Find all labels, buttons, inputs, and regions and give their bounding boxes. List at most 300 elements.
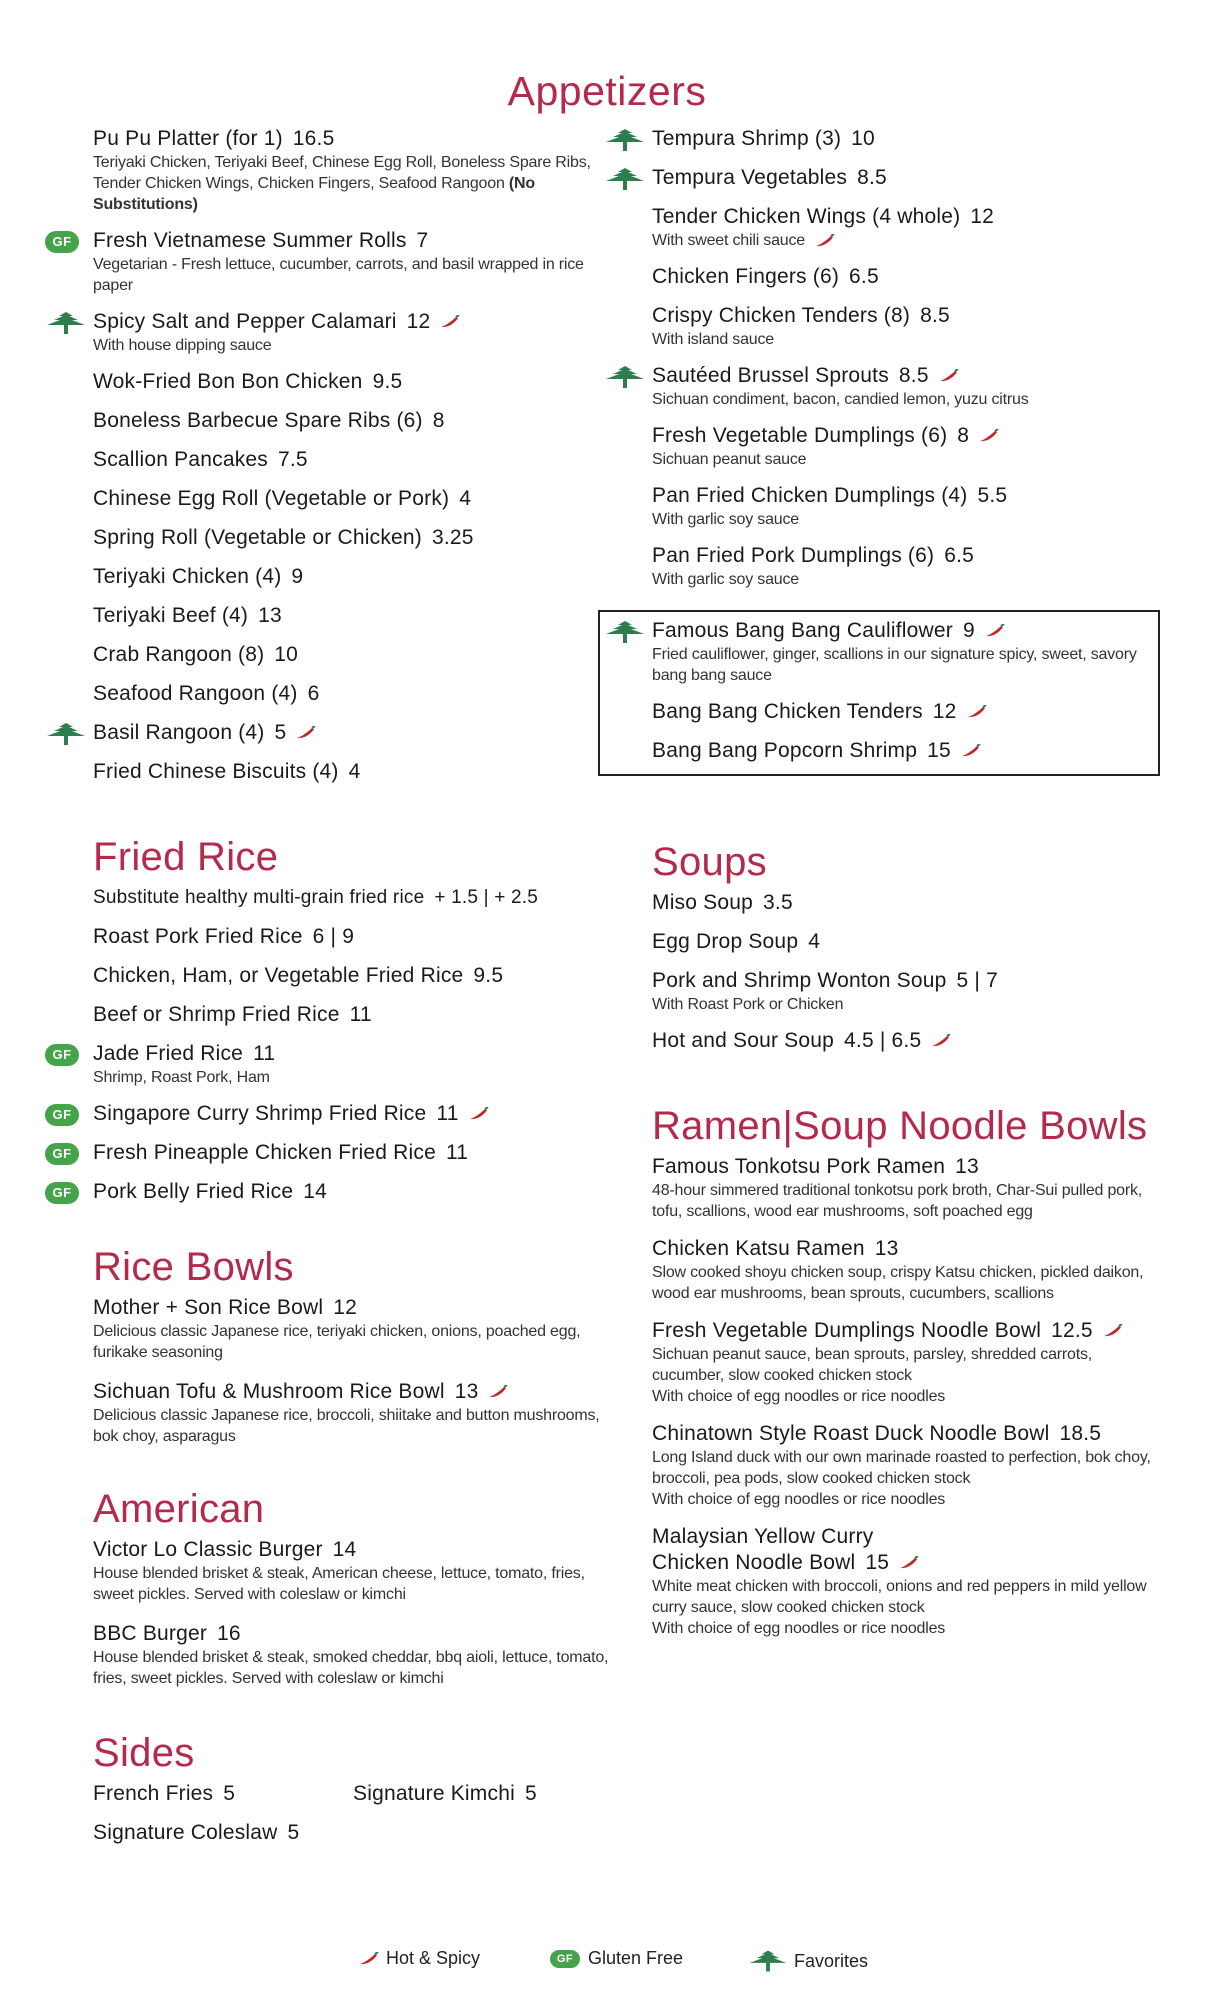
- item-name-line: [93, 564, 613, 590]
- hot-pepper-icon: [358, 1952, 380, 1966]
- item-name: Famous Tonkotsu Pork Ramen: [652, 1155, 946, 1178]
- rice-bowls-list: [93, 1295, 613, 1447]
- item-name-line: [93, 486, 613, 512]
- item-description-text: With garlic soy sauce: [652, 571, 799, 588]
- soups-list: [652, 890, 1152, 1054]
- item-name: Seafood Rangoon (4): [93, 682, 298, 705]
- item-price: 4: [459, 487, 472, 510]
- item-name: BBC Burger: [93, 1622, 208, 1645]
- menu-item: [652, 126, 1152, 152]
- item-name-line: [93, 228, 613, 254]
- item-name-line: [652, 126, 1152, 152]
- item-name-line: [93, 1781, 353, 1807]
- menu-item: [52, 1101, 613, 1127]
- american-section: [93, 1487, 613, 1689]
- legend-fav: [748, 1948, 868, 1974]
- menu-item: [93, 1002, 613, 1028]
- item-name: Miso Soup: [652, 891, 754, 914]
- item-name-line: [652, 1524, 1152, 1576]
- item-name-line: [93, 1101, 613, 1127]
- hot-pepper-icon: [468, 1107, 490, 1121]
- item-description-text: With garlic soy sauce: [652, 511, 799, 528]
- menu-item: [93, 486, 613, 512]
- menu-item: [652, 543, 1152, 590]
- item-name-line: [652, 165, 1152, 191]
- menu-item: [652, 204, 1152, 251]
- hot-pepper-icon: [487, 1385, 509, 1399]
- item-description-note: (No Substitutions): [93, 175, 535, 213]
- legend-fav-label: Favorites: [794, 1950, 869, 1971]
- gluten-free-badge: [45, 1143, 79, 1165]
- item-name-line: [93, 369, 613, 395]
- item-description: [652, 329, 1152, 350]
- right-lower-column: [652, 840, 1152, 1653]
- item-description: [652, 1447, 1152, 1489]
- favorite-tree-icon: [748, 1948, 788, 1974]
- item-price: 10: [851, 127, 875, 150]
- item-description: [652, 1344, 1152, 1386]
- item-name-line: [93, 309, 613, 335]
- item-price: 16: [217, 1622, 241, 1645]
- appetizers-left: [52, 126, 613, 785]
- item-name-line: [93, 1179, 613, 1205]
- item-name: Fresh Vegetable Dumplings (6): [652, 424, 948, 447]
- item-price: 5: [524, 1782, 537, 1805]
- item-name: Pork and Shrimp Wonton Soup: [652, 969, 947, 992]
- menu-item: [353, 1781, 613, 1807]
- menu-item: [93, 1820, 613, 1846]
- hot-pepper-icon: [978, 429, 1000, 443]
- fried-rice-list: [52, 885, 613, 1205]
- gluten-free-badge-text: GF: [52, 1185, 72, 1200]
- item-name-line: [93, 1295, 613, 1321]
- american-title: American: [93, 1487, 265, 1531]
- item-name-line: [93, 642, 613, 668]
- item-name-line: [652, 1154, 1152, 1180]
- gluten-free-badge-text: GF: [52, 1107, 72, 1122]
- item-price: 3.25: [431, 526, 474, 549]
- menu-item: [93, 963, 613, 989]
- menu-item: [652, 483, 1152, 530]
- item-description-choice: With choice of egg noodles or rice noodles: [652, 1620, 946, 1637]
- menu-item: [652, 618, 1152, 686]
- item-price: 11: [436, 1102, 459, 1125]
- item-name: Fresh Pineapple Chicken Fried Rice: [93, 1141, 436, 1164]
- item-description-text: Shrimp, Roast Pork, Ham: [93, 1069, 270, 1086]
- hot-pepper-icon: [984, 624, 1006, 638]
- item-description: [652, 230, 1152, 251]
- item-price: 15: [865, 1551, 890, 1574]
- menu-item: [93, 603, 613, 629]
- item-price: 15: [927, 739, 951, 762]
- menu-item: [652, 1028, 1152, 1054]
- item-name-line: [93, 759, 613, 785]
- favorite-tree-icon: [45, 721, 87, 747]
- item-price: 11: [349, 1003, 372, 1026]
- item-price: 8.5: [920, 304, 950, 327]
- favorite-tree-icon: [604, 166, 646, 192]
- item-name: Signature Coleslaw: [93, 1821, 278, 1844]
- item-name: French Fries: [93, 1782, 214, 1805]
- item-description-text: Slow cooked shoyu chicken soup, crispy Katsu chicken, pickled daikon, wood ear mushrooms, bean sprouts, cucumbers, scallions: [652, 1264, 1144, 1302]
- item-price: 6 | 9: [312, 925, 355, 948]
- item-name: Boneless Barbecue Spare Ribs (6): [93, 409, 423, 432]
- item-name-line: [93, 1041, 613, 1067]
- item-name: Hot and Sour Soup: [652, 1029, 835, 1052]
- item-price: 6.5: [849, 265, 879, 288]
- ramen-title: Ramen|Soup Noodle Bowls: [652, 1104, 1148, 1148]
- item-description: [93, 1563, 613, 1605]
- item-price: 6.5: [944, 544, 974, 567]
- item-price: 5: [274, 721, 287, 744]
- hot-pepper-icon: [898, 1556, 920, 1570]
- sides-row: [93, 1820, 613, 1846]
- sides-section: [93, 1731, 613, 1846]
- item-name-line: [652, 968, 1152, 994]
- item-description-text: With Roast Pork or Chicken: [652, 996, 844, 1013]
- item-name: Teriyaki Chicken (4): [93, 565, 282, 588]
- item-price: 6: [307, 682, 320, 705]
- item-price: 13: [874, 1237, 899, 1260]
- menu-item: [93, 1537, 613, 1605]
- item-price: 11: [445, 1141, 469, 1164]
- favorite-tree-icon: [604, 127, 646, 153]
- menu-item: [652, 1421, 1152, 1510]
- item-name-line: [93, 1537, 613, 1563]
- menu-item: [93, 681, 613, 707]
- item-name-line: [652, 890, 1152, 916]
- item-price: 10: [274, 643, 299, 666]
- item-description-text: Sichuan peanut sauce, bean sprouts, parsley, shredded carrots, cucumber, slow cooked chicken stock: [652, 1346, 1093, 1384]
- item-name: Jade Fried Rice: [93, 1042, 244, 1065]
- menu-item: [652, 968, 1152, 1015]
- item-name-line: [93, 963, 613, 989]
- legend: [0, 1948, 1214, 1978]
- item-name-line: [93, 408, 613, 434]
- item-name: Malaysian Yellow Curry: [652, 1525, 874, 1548]
- item-price: 12: [333, 1296, 358, 1319]
- item-name: Spring Roll (Vegetable or Chicken): [93, 526, 422, 549]
- item-description-text: 48-hour simmered traditional tonkotsu pork broth, Char-Sui pulled pork, tofu, scallions, wood ear mushrooms, soft poached egg: [652, 1182, 1143, 1220]
- item-price: 13: [955, 1155, 979, 1178]
- item-name-line: [652, 264, 1152, 290]
- item-price: 8: [957, 424, 970, 447]
- item-name: Tender Chicken Wings (4 whole): [652, 205, 961, 228]
- item-name: Bang Bang Popcorn Shrimp: [652, 739, 918, 762]
- item-description: [93, 254, 613, 296]
- item-price: 7.5: [278, 448, 308, 471]
- item-description-text: Long Island duck with our own marinade roasted to perfection, bok choy, broccoli, pea pods, slow cooked chicken stock: [652, 1449, 1151, 1487]
- item-price: 12: [406, 310, 431, 333]
- menu-item: [93, 759, 613, 785]
- menu-item: [652, 699, 1152, 725]
- item-price: 5: [223, 1782, 236, 1805]
- item-description: [652, 449, 1152, 470]
- item-name: Signature Kimchi: [353, 1782, 515, 1805]
- item-name: Sichuan Tofu & Mushroom Rice Bowl: [93, 1380, 445, 1403]
- menu-item: [652, 423, 1152, 470]
- item-description: [652, 994, 1152, 1015]
- item-name-line: [93, 1379, 613, 1405]
- item-price: 9.5: [473, 964, 504, 987]
- item-name: Teriyaki Beef (4): [93, 604, 249, 627]
- item-price: 8: [432, 409, 445, 432]
- item-description-text: House blended brisket & steak, American cheese, lettuce, tomato, fries, sweet pickles. Served with coleslaw or kimchi: [93, 1565, 585, 1603]
- right-column: [652, 126, 1152, 603]
- item-name-line: [652, 1028, 1152, 1054]
- bang-bang-list-wrap: [652, 618, 1152, 777]
- appetizers-right: [652, 126, 1152, 590]
- item-name-line: [353, 1781, 613, 1807]
- favorite-tree-icon: [45, 310, 87, 336]
- item-description-text: With island sauce: [652, 331, 774, 348]
- gluten-free-icon: [45, 1180, 87, 1206]
- item-name-line: [93, 681, 613, 707]
- legend-gf: [550, 1948, 683, 1969]
- item-name: Chinese Egg Roll (Vegetable or Pork): [93, 487, 450, 510]
- item-price: 18.5: [1059, 1422, 1102, 1445]
- item-price: 7: [416, 229, 429, 252]
- item-name: Crispy Chicken Tenders (8): [652, 304, 911, 327]
- gluten-free-icon: [45, 1141, 87, 1167]
- item-name: Wok-Fried Bon Bon Chicken: [93, 370, 363, 393]
- gluten-free-icon: [45, 229, 87, 255]
- item-description: [652, 509, 1152, 530]
- item-name-line: [93, 1140, 613, 1166]
- item-price: + 1.5 | + 2.5: [434, 887, 539, 908]
- item-name: Pork Belly Fried Rice: [93, 1180, 294, 1203]
- item-name: Chicken, Ham, or Vegetable Fried Rice: [93, 964, 464, 987]
- item-name-line: [652, 618, 1152, 644]
- item-name-line: [652, 1318, 1152, 1344]
- item-name: Pan Fried Pork Dumplings (6): [652, 544, 935, 567]
- item-description-text: Fried cauliflower, ginger, scallions in our signature spicy, sweet, savory bang bang sauce: [652, 646, 1137, 684]
- item-price: 5.5: [977, 484, 1008, 507]
- menu-item: [93, 525, 613, 551]
- item-price: 3.5: [763, 891, 793, 914]
- item-description-choice: With choice of egg noodles or rice noodles: [652, 1491, 946, 1508]
- item-name: Spicy Salt and Pepper Calamari: [93, 310, 397, 333]
- item-name-line: [93, 885, 613, 911]
- item-name-line: [652, 543, 1152, 569]
- menu-item: [93, 1379, 613, 1447]
- item-name-line: [93, 720, 613, 746]
- ramen-section: [652, 1104, 1152, 1639]
- item-description: [652, 389, 1152, 410]
- item-price: 12: [970, 205, 995, 228]
- appetizers-title: Appetizers: [507, 68, 707, 114]
- ramen-list: [652, 1154, 1152, 1639]
- item-price: 9: [962, 619, 975, 642]
- item-price: 4: [348, 760, 361, 783]
- hot-pepper-icon: [295, 726, 317, 740]
- menu-item: [52, 1140, 613, 1166]
- menu-item: [93, 564, 613, 590]
- item-description: [93, 1405, 613, 1447]
- item-name-line: [652, 363, 1152, 389]
- item-name: Pu Pu Platter (for 1): [93, 127, 283, 150]
- item-price: 11: [253, 1042, 276, 1065]
- fried-rice-section: [52, 835, 613, 1205]
- gluten-free-badge-text: GF: [52, 1047, 72, 1062]
- item-name-line: [93, 1621, 613, 1647]
- item-price: 14: [332, 1538, 357, 1561]
- menu-item: [652, 1318, 1152, 1407]
- left-column: [52, 126, 613, 1859]
- item-price: 5 | 7: [956, 969, 998, 992]
- item-description-text: Vegetarian - Fresh lettuce, cucumber, carrots, and basil wrapped in rice paper: [93, 256, 584, 294]
- item-name: Substitute healthy multi-grain fried rice: [93, 887, 425, 908]
- menu-item: [93, 924, 613, 950]
- item-name-line: [93, 924, 613, 950]
- gluten-free-badge: [45, 1104, 79, 1126]
- hot-pepper-icon: [966, 705, 988, 719]
- item-name: Egg Drop Soup: [652, 930, 799, 953]
- item-price: 9.5: [372, 370, 403, 393]
- hot-pepper-icon: [814, 234, 836, 248]
- hot-pepper-icon: [1102, 1324, 1124, 1338]
- fried-rice-title: Fried Rice: [93, 835, 279, 879]
- item-name: Singapore Curry Shrimp Fried Rice: [93, 1102, 427, 1125]
- item-description: [652, 1180, 1152, 1222]
- item-name-line: [652, 929, 1152, 955]
- menu-item: [652, 738, 1152, 764]
- american-list: [93, 1537, 613, 1689]
- item-name: Tempura Vegetables: [652, 166, 848, 189]
- item-name: Basil Rangoon (4): [93, 721, 265, 744]
- item-description: [93, 1067, 613, 1088]
- gluten-free-badge: [45, 231, 79, 253]
- rice-bowls-section: [93, 1245, 613, 1447]
- menu-item: [93, 720, 613, 746]
- item-description-text: Sichuan peanut sauce: [652, 451, 807, 468]
- item-price: 12: [932, 700, 957, 723]
- item-name-line: [652, 423, 1152, 449]
- gluten-free-icon: [45, 1102, 87, 1128]
- menu-item: [652, 1524, 1152, 1639]
- item-name-line: [93, 126, 613, 152]
- item-description: [93, 152, 613, 215]
- item-name-2: Chicken Noodle Bowl: [652, 1551, 856, 1574]
- item-price: 5: [287, 1821, 300, 1844]
- menu-item: [652, 1236, 1152, 1304]
- item-name-line: [93, 1002, 613, 1028]
- item-name-line: [93, 447, 613, 473]
- menu-item: [652, 363, 1152, 410]
- item-price: 14: [303, 1180, 328, 1203]
- menu-item: [652, 303, 1152, 350]
- item-description-text: Teriyaki Chicken, Teriyaki Beef, Chinese Egg Roll, Boneless Spare Ribs, Tender Chicken Wings, Chicken Fingers, Seafood Rangoon: [93, 154, 591, 192]
- item-price: 16.5: [292, 127, 335, 150]
- menu-item: [93, 408, 613, 434]
- item-price: 12.5: [1051, 1319, 1093, 1342]
- item-name-line: [652, 738, 1152, 764]
- item-price: 13: [258, 604, 282, 627]
- item-price: 4: [808, 930, 821, 953]
- legend-gf-label: Gluten Free: [588, 1948, 684, 1968]
- gluten-free-badge: [45, 1044, 79, 1066]
- item-description-text: House blended brisket & steak, smoked cheddar, bbq aioli, lettuce, tomato, fries, sweet pickles. Served with coleslaw or kimchi: [93, 1649, 609, 1687]
- item-description-choice: With choice of egg noodles or rice noodles: [652, 1388, 946, 1405]
- hot-pepper-icon: [938, 369, 960, 383]
- gluten-free-icon: GF: [550, 1950, 580, 1968]
- item-description-text: With sweet chili sauce: [652, 232, 805, 249]
- item-description: [93, 335, 613, 356]
- menu-item: [652, 264, 1152, 290]
- menu-item: [93, 1621, 613, 1689]
- item-name-line: [93, 525, 613, 551]
- item-description-text: White meat chicken with broccoli, onions and red peppers in mild yellow curry sauce, slow cooked chicken stock: [652, 1578, 1147, 1616]
- rice-bowls-title: Rice Bowls: [93, 1245, 294, 1289]
- item-name: Roast Pork Fried Rice: [93, 925, 303, 948]
- item-price: 4.5 | 6.5: [844, 1029, 922, 1052]
- item-name: Chicken Katsu Ramen: [652, 1237, 865, 1260]
- item-description: [652, 644, 1152, 686]
- sides-title: Sides: [93, 1731, 195, 1775]
- soups-title: Soups: [652, 840, 767, 884]
- hot-pepper-icon: [960, 744, 982, 758]
- item-description: [652, 1576, 1152, 1618]
- item-description-text: Sichuan condiment, bacon, candied lemon, yuzu citrus: [652, 391, 1029, 408]
- item-name-line: [93, 1820, 613, 1846]
- item-name: Crab Rangoon (8): [93, 643, 265, 666]
- menu-item: [93, 369, 613, 395]
- item-name: Fresh Vegetable Dumplings Noodle Bowl: [652, 1319, 1042, 1342]
- menu-item: [93, 309, 613, 356]
- gluten-free-badge: [45, 1182, 79, 1204]
- item-name-line: [652, 699, 1152, 725]
- item-name: Bang Bang Chicken Tenders: [652, 700, 923, 723]
- item-name: Sautéed Brussel Sprouts: [652, 364, 889, 387]
- menu-item: [652, 165, 1152, 191]
- item-name: Pan Fried Chicken Dumplings (4): [652, 484, 968, 507]
- favorite-tree-icon: [604, 364, 646, 390]
- item-description-text: Delicious classic Japanese rice, broccoli, shiitake and button mushrooms, bok choy, asparagus: [93, 1407, 600, 1445]
- item-name: Scallion Pancakes: [93, 448, 268, 471]
- item-price: 13: [454, 1380, 479, 1403]
- item-name: Chinatown Style Roast Duck Noodle Bowl: [652, 1422, 1050, 1445]
- bang-bang-list: [652, 618, 1152, 764]
- hot-pepper-icon: [930, 1034, 952, 1048]
- item-description: [93, 1647, 613, 1689]
- item-name: Victor Lo Classic Burger: [93, 1538, 323, 1561]
- menu-item: [652, 890, 1152, 916]
- item-name: Mother + Son Rice Bowl: [93, 1296, 324, 1319]
- menu-item: [93, 642, 613, 668]
- menu-item: [652, 929, 1152, 955]
- gluten-free-badge-text: GF: [52, 234, 72, 249]
- item-name-line: [652, 1421, 1152, 1447]
- item-name-line: [652, 204, 1152, 230]
- item-name-line: [93, 603, 613, 629]
- item-name: Beef or Shrimp Fried Rice: [93, 1003, 340, 1026]
- item-name: Tempura Shrimp (3): [652, 127, 842, 150]
- item-name: Famous Bang Bang Cauliflower: [652, 619, 953, 642]
- item-description: [652, 1262, 1152, 1304]
- item-price: 9: [291, 565, 304, 588]
- menu-item: [93, 1781, 353, 1807]
- gluten-free-icon: [45, 1042, 87, 1068]
- gluten-free-badge-text: GF: [52, 1146, 72, 1161]
- hot-pepper-icon: [439, 315, 461, 329]
- menu-item: [52, 228, 613, 296]
- sides-row: [93, 1781, 613, 1820]
- legend-hot-label: Hot & Spicy: [386, 1948, 481, 1968]
- item-name-line: [652, 483, 1152, 509]
- legend-hot: [358, 1948, 480, 1969]
- menu-item: [652, 1154, 1152, 1222]
- menu-item: [93, 126, 613, 215]
